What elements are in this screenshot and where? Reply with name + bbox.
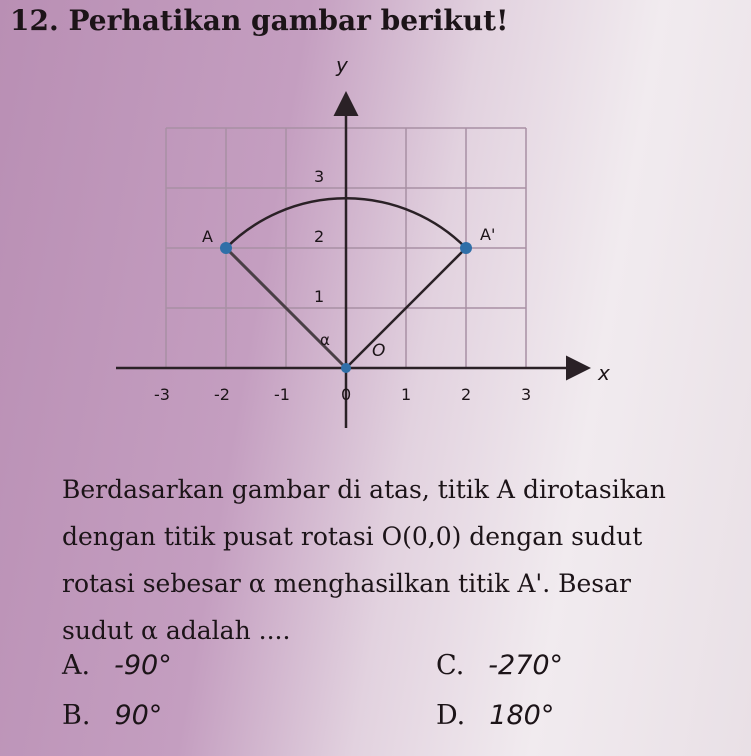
option-d-letter: D. (436, 700, 466, 731)
y-tick-label: 1 (314, 287, 325, 306)
option-b[interactable] (62, 700, 162, 731)
x-tick-label: -3 (154, 385, 170, 404)
point-a-prime (460, 242, 472, 254)
x-tick-label: -2 (214, 385, 230, 404)
y-axis-label: y (336, 53, 348, 77)
option-c-letter: C. (436, 650, 465, 681)
point-a-prime-label: A' (480, 225, 496, 244)
option-b-value: 90° (114, 700, 163, 731)
body-line-1: Berdasarkan gambar di atas, titik A dirotasikan (62, 475, 666, 504)
point-a-label: A (202, 227, 213, 246)
x-tick-labels (154, 385, 531, 404)
question-body (62, 466, 746, 654)
y-tick-label: 3 (314, 167, 325, 186)
option-d[interactable] (436, 700, 554, 731)
option-a-letter: A. (62, 650, 91, 681)
option-c[interactable] (436, 650, 563, 681)
body-line-3: rotasi sebesar α menghasilkan titik A'. Besar (62, 569, 631, 598)
origin-label: O (372, 341, 386, 361)
x-tick-label: 2 (461, 385, 472, 404)
y-tick-label: 2 (314, 227, 325, 246)
question-number: 12. (10, 4, 59, 37)
x-tick-label: -1 (274, 385, 290, 404)
x-tick-label: 1 (401, 385, 412, 404)
body-line-2: dengan titik pusat rotasi O(0,0) dengan sudut (62, 522, 643, 551)
x-tick-label: 0 (341, 385, 352, 404)
option-a-value: -90° (114, 650, 172, 681)
option-b-letter: B. (62, 700, 91, 731)
option-d-value: 180° (489, 700, 555, 731)
angle-label: α (320, 331, 330, 349)
x-axis-label: x (598, 361, 610, 385)
point-a (220, 242, 232, 254)
body-line-4: sudut α adalah .... (62, 616, 291, 645)
x-tick-label: 3 (521, 385, 532, 404)
question-title: Perhatikan gambar berikut! (68, 4, 509, 37)
option-c-value: -270° (488, 650, 564, 681)
point-origin (341, 363, 351, 373)
option-a[interactable] (62, 650, 172, 681)
